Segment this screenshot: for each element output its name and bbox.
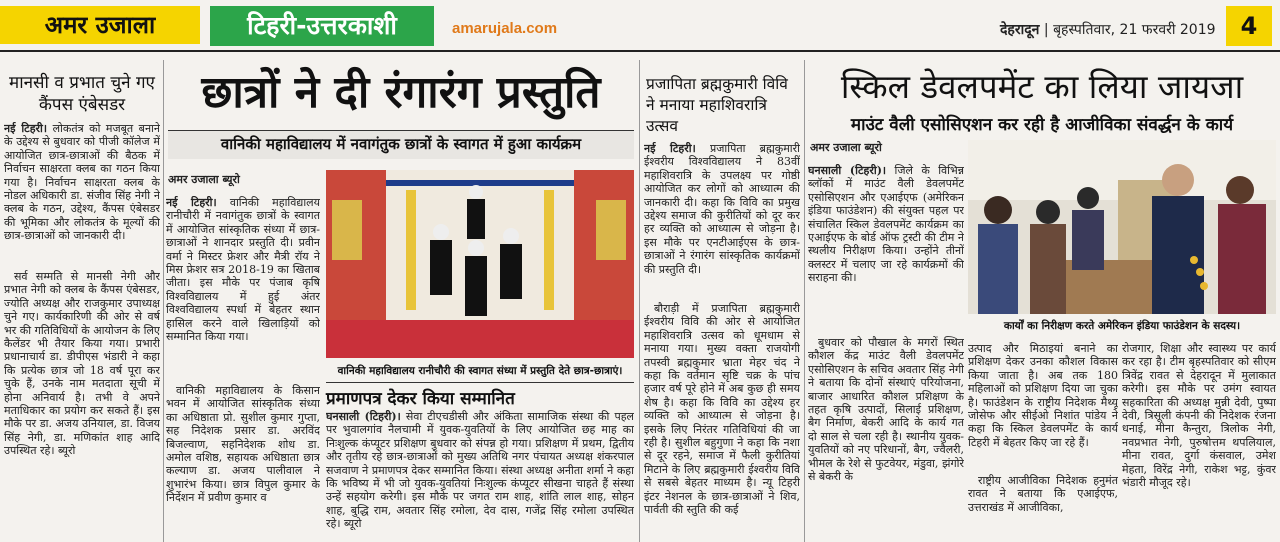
left-story-headline: मानसी व प्रभात चुने गए कैंपस एंबेसडर: [9, 73, 155, 115]
certificate-story-dateline: घनसाली (टिहरी)।: [326, 410, 401, 423]
main-story-para1-text: वानिकी महाविद्यालय रानीचौरी में नवागंतुक छात्रों के स्वागत में आयोजित सांस्कृतिक संध्या में छात्र-छात्राओं ने शानदार प्रस्तुति दी। प्रवीन वर्मा ने मिस्टर फ्रेशर और मैत्री रॉय ने मिस फ्रेशर सत्र 2018-19 का खिताब जीता। इस मौके पर पंजाब कृषि विश्वविद्यालय में हुई अंतर विश्वविद्यालय स्पर्धा में बेहतर स्थान हासिल करने वाले खिलाड़ियों को सम्मानित किया गया।: [166, 196, 320, 344]
stage-performance-image: [326, 170, 634, 358]
skill-story-headline: स्किल डेवलपमेंट का लिया जायजा: [840, 67, 1244, 106]
skill-col1-text: जिले के विभिन्न ब्लॉकों में माउंट वैली डेवलपमेंट एसोसिएशन और एआईएफ (अमेरिकन इंडिया फाउंडेशन) की संयुक्त पहल पर संचालित स्किल डेवलपमेंट कार्यक्रम का एआईएफ के बोर्ड ऑफ ट्रस्टी की टीम ने स्थलीय निरीक्षण किया। उन्होंने तीनों क्लस्टर में चलाए जा रहे कार्यक्रमों की सराहना की।: [808, 164, 964, 285]
left-story-body: [4, 122, 160, 542]
skill-story-col3: [1122, 342, 1276, 542]
brahmakumari-dateline: नई टिहरी।: [644, 142, 696, 155]
skill-dateline: घनसाली (टिहरी)।: [808, 164, 887, 177]
skill-col1-para1: [808, 164, 964, 336]
main-story-byline: अमर उजाला ब्यूरो: [168, 173, 240, 186]
skill-story-subhead: माउंट वैली एसोसिएशन कर रही है आजीविका संवर्द्धन के कार्य: [850, 115, 1234, 135]
inspection-image: [968, 140, 1276, 314]
edition-city: देहरादून: [1000, 22, 1040, 38]
main-story-subhead: वानिकी महाविद्यालय में नवागंतुक छात्रों के स्वागत में हुआ कार्यक्रम: [220, 135, 582, 153]
edition-dateline: देहरादून | बृहस्पतिवार, 21 फरवरी 2019: [1000, 22, 1216, 38]
page-number: 4: [1240, 12, 1258, 40]
main-story-body: [166, 196, 320, 542]
skill-col2-para2: राष्ट्रीय आजीविका निदेशक हनुमंत रावत ने बताया कि एआईएफ, उत्तराखंड में आजीविका,: [968, 474, 1118, 514]
certificate-story-body: [326, 410, 634, 540]
brahmakumari-story-body: [644, 142, 800, 542]
column-divider: [163, 60, 164, 542]
skill-story-photo: [968, 140, 1276, 314]
main-story-para2: वानिकी महाविद्यालय के किसान भवन में आयोजित सांस्कृतिक संध्या का अधिष्ठाता प्रो. सुशील कुमार गुप्ता, सह निदेशक प्रसार डा. अरविंद बिजल्वाण, सहनिदेशक शोध डा. अमोल वशिष्ठ, सहायक अधिष्ठाता छात्र कल्याण डा. अजय पालीवाल ने शुभारंभ किया। छात्र विपुल कुमार के निर्देशन में प्रवीण कुमार व: [166, 384, 320, 505]
skill-col3-para1: रोजगार, शिक्षा और स्वास्थ्य पर कार्य कर रहा है। टीम बृहस्पतिवार को सीएम त्रिवेंद्र रावत से देहरादून में मुलाकात करेगी। इस मौके पर उमंग स्वायत सहकारिता की अध्यक्ष मुन्नी देवी, पुष्पा देवी, त्रिसूली कंपनी की निदेशक रंजना धनाई, मीना कैन्तुरा, त्रिलोक नेगी, नवप्रभात नेगी, पुरुषोत्तम थपलियाल, मीना रावत, दुर्गा कंसवाल, उमेश मेहता, विरेंद्र नेगी, राकेश भट्ट, कुंवर भंडारी मौजूद रहे।: [1122, 342, 1276, 490]
main-story-photo: [326, 170, 634, 358]
main-photo-caption: वानिकी महाविद्यालय रानीचौरी की स्वागत संध्या में प्रस्तुति देते छात्र-छात्राएं।: [326, 360, 634, 383]
column-divider: [804, 60, 805, 542]
brahmakumari-para1-text: प्रजापिता ब्रह्मकुमारी ईश्वरीय विश्वविद्यालय ने 83वीं महाशिवरात्रि के उपलक्ष्य पर गोष्ठी आयोजित कर लोगों को आध्यात्म की जानकारी दी। कहा कि विवि का प्रमुख उद्देश्य समाज की कुरीतियों को दूर कर हर व्यक्ति को आध्यात्म से जोड़ना है। इस मौके पर एनटीआईएस के छात्र-छात्राओं ने रंगारंग सांस्कृतिक कार्यक्रमों की प्रस्तुति दी।: [644, 142, 800, 276]
brahmakumari-para1: [644, 142, 800, 302]
main-story-dateline: नई टिहरी।: [166, 196, 217, 209]
skill-col1-para2: बुधवार को पौखाल के मगरों स्थित कौशल केंद्र माउंट वैली डेवलपमेंट एसोसिएशन के सचिव अवतार सिंह नेगी ने बताया कि दोनों संस्थाएं परियोजना, बाजार आधारित कौशल प्रशिक्षण के तहत कृषि उत्पादों, सिलाई प्रशिक्षण, बैग निर्माण, बेकरी आदि के कार्य गत दो साल से चला रही है। स्थानीय युवक-युवतियों को नए परिधानों, बैग, ज्वैलरी, भीमल के रेशे से फुटवेयर, मंडुवा, झंगोरे से बेकरी के: [808, 336, 964, 484]
certificate-story-headline: प्रमाणपत्र देकर किया सम्मानित: [326, 389, 515, 409]
site-url[interactable]: amarujala.com: [452, 20, 558, 37]
skill-col2-para1: उत्पाद और मिठाइयां बनाने का प्रशिक्षण देकर उनका कौशल विकास किया जाता है। अब तक 180 महिलाओं को प्रशिक्षण दिया जा चुका है। फाउंडेशन के राष्ट्रीय निदेशक मैथ्यू जोसेफ और सीईओ निशांत पांडेय ने कहा कि स्किल डेवलपमेंट के कार्य टिहरी में बेहतर किए जा रहे हैं।: [968, 342, 1118, 449]
edition-date: बृहस्पतिवार, 21 फरवरी 2019: [1053, 22, 1216, 38]
brahmakumari-para2: बौराड़ी में प्रजापिता ब्रह्मकुमारी ईश्वरीय विवि की ओर से आयोजित महाशिवरात्रि उत्सव को धूमधाम से मनाया गया। मुख्य वक्ता राजयोगी तपस्वी ब्रह्मकुमार भ्राता मेहर चंद ने कहा कि वर्तमान सृष्टि चक्र के पांच हजार वर्ष पूरे होने में अब कुछ ही समय शेष है। कहा कि विवि का उद्देश्य हर व्यक्ति को आध्यात्म से जोड़ना है। इसके लिए निरंतर गतिविधियां की जा रही है। सुशील बहुगुणा ने कहा कि नशा से दूर रहने, समाज में फैली कुरीतियां मिटाने के लिए ब्रह्मकुमारी ईश्वरीय विवि से सबसे बेहतर माध्यम है। न्यू टिहरी इंटर नेशनल के छात्र-छात्राओं ने शिव, पार्वती की स्तुति की कई: [644, 302, 800, 517]
certificate-story-text: सेवा टीएचडीसी और अंकिता सामाजिक संस्था की पहल पर भुवालगांव नैलचामी में युवक-युवतियों के लिए आयोजित छह माह का निःशुल्क कंप्यूटर प्रशिक्षण बुधवार को संपन्न हो गया। प्रशिक्षण में प्रथम, द्वितीय और तृतीय रहे छात्र-छात्राओं को मुख्य अतिथि नगर पंचायत अध्यक्ष शंकरपाल सजवाण ने प्रमाणपत्र देकर सम्मानित किया। संस्था अध्यक्ष अनीता शर्मा ने कहा कि भविष्य में भी जो युवक-युवतियां निःशुल्क कंप्यूटर सीखना चाहते हैं संस्था उन्हें सहयोग करेगी। इस मौके पर जगत राम शाह, शांति लाल शाह, सोहन शाह, बुद्धि राम, अवतार सिंह रमोला, देव दास, गजेंद्र सिंह रमोला उपस्थित रहे। ब्यूरो: [326, 410, 634, 531]
skill-story-col1: [808, 164, 964, 542]
brahmakumari-story-headline: प्रजापिता ब्रह्मकुमारी विवि ने मनाया महाशिवरात्रि उत्सव: [646, 75, 788, 135]
column-divider: [639, 60, 640, 542]
masthead-rule: [0, 50, 1280, 52]
skill-photo-caption: कार्यों का निरीक्षण करते अमेरिकन इंडिया फाउंडेशन के सदस्य।: [1003, 320, 1241, 332]
brand-logo: अमर उजाला: [44, 11, 156, 39]
left-story-para1: [4, 122, 160, 270]
left-story-para2: सर्व सम्मति से मानसी नेगी और प्रभात नेगी को क्लब के कैंपस एंबेसडर, ज्योति अध्यक्ष और राजकुमार उपाध्यक्ष चुने गए। कार्यकारिणी की ओर से वर्ष भर की गतिविधियों के आयोजन के लिए कैलेंडर भी तैयार किया गया। प्रभारी प्रधानाचार्य डा. डीपीएस भंडारी ने कहा कि प्रत्येक छात्र जो 18 वर्ष पूरा कर चुके हैं, उनके नाम मतदाता सूची में होना अनिवार्य है। तभी वे अपने मताधिकार का प्रयोग कर सकते हैं। इस मौके पर डा. अजय उनियाल, डा. विजय सिंह नेगी, डा. मणिकांत शाह आदि उपस्थित रहे। ब्यूरो: [4, 270, 160, 458]
section-title: टिहरी-उत्तरकाशी: [247, 11, 397, 40]
left-story-dateline: नई टिहरी।: [4, 122, 48, 135]
main-story-headline: छात्रों ने दी रंगारंग प्रस्तुति: [201, 67, 601, 118]
skill-story-col2: [968, 342, 1118, 542]
skill-story-byline: अमर उजाला ब्यूरो: [810, 141, 882, 154]
main-story-para1: [166, 196, 320, 384]
left-story-para1-text: लोकतंत्र को मजबूत बनाने के उद्देश्य से बुधवार को पीजी कॉलेज में आयोजित छात्र-छात्राओं की बैठक में निर्वाचन साक्षरता क्लब का गठन किया गया है। निर्वाचन साक्षरता क्लब के नोडल अधिकारी डा. संजीव सिंह नेगी ने क्लब के गठन, उद्देश्य, कैंपस एंबेसडर की भूमिका और लोकतंत्र के मूल्यों की छात्र-छात्राओं को जानकारी दी।: [4, 122, 160, 243]
